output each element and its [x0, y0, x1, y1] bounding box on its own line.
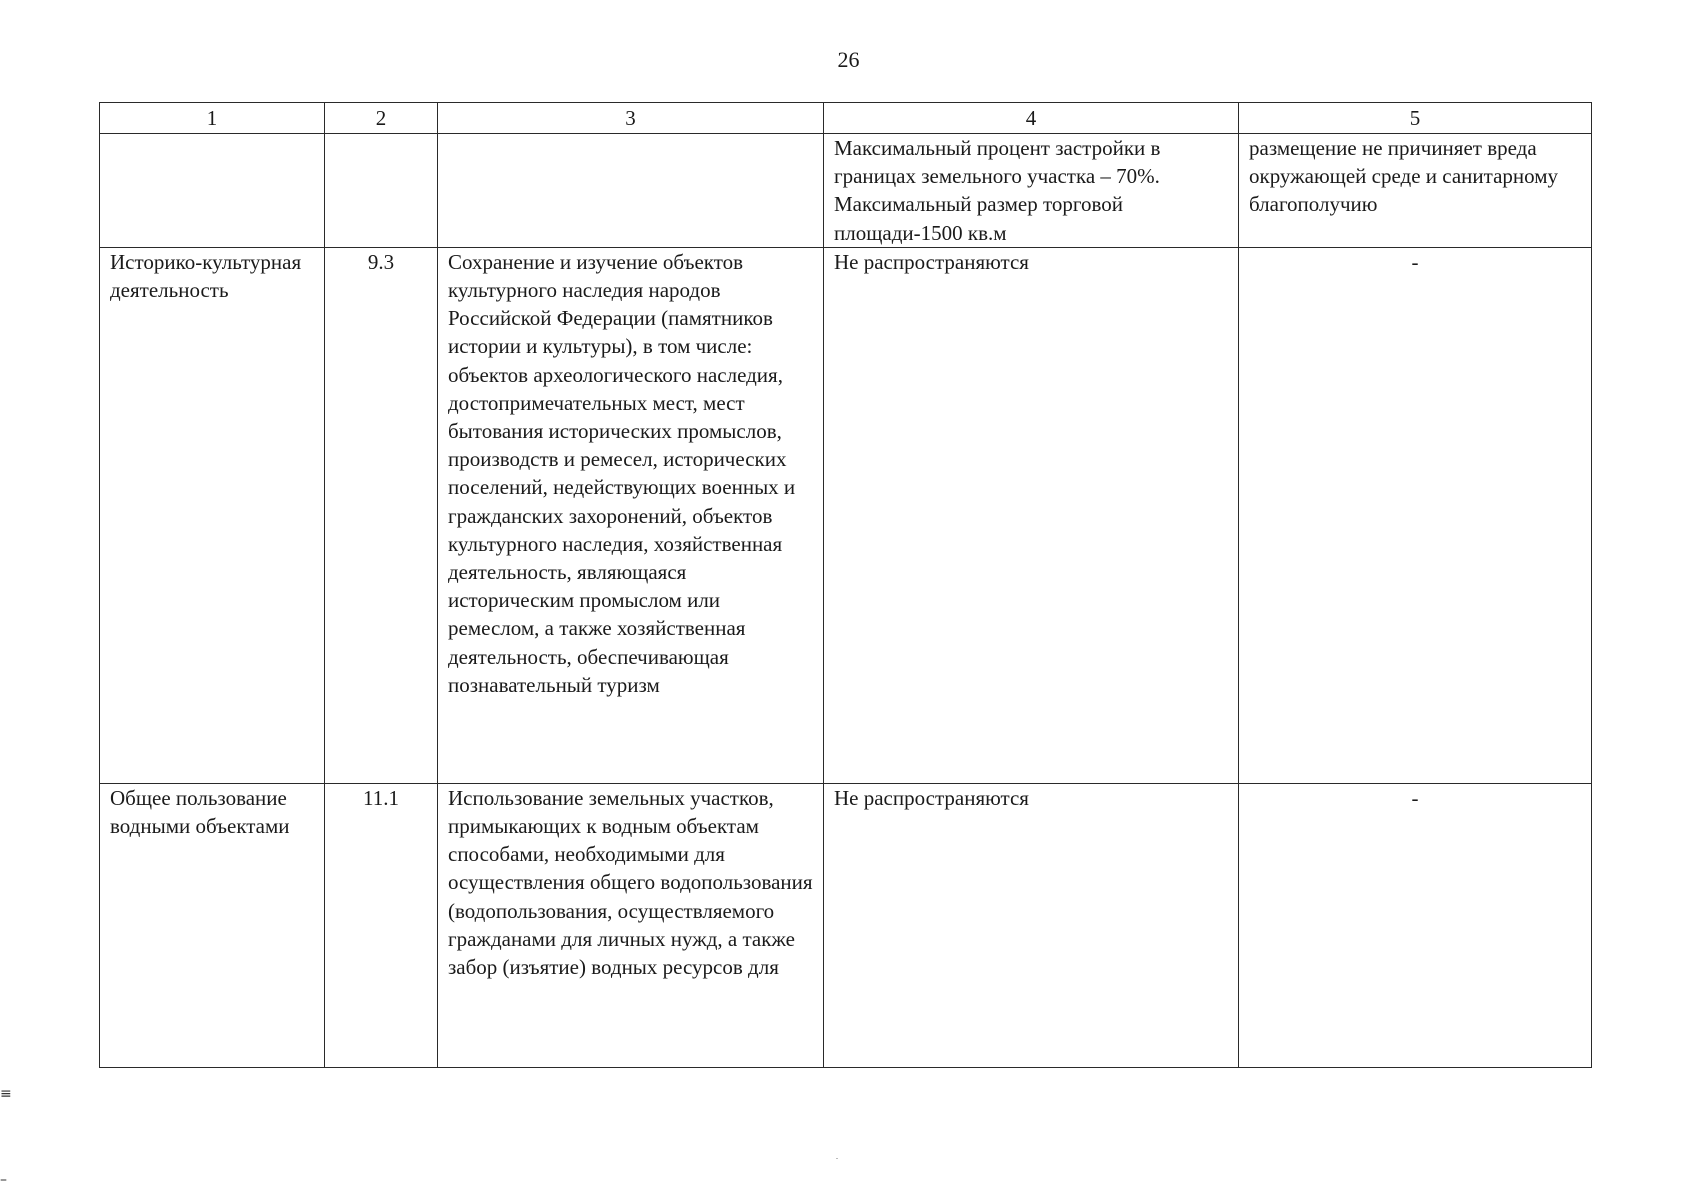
page-number: 26: [837, 47, 860, 72]
use-description-cell: Использование земельных участков, примыкающих к водным объектам способами, необходимыми для осуществления общего водопользования (водопользования, осуществляемого гражданами для личных нужд, а также забор (изъятие) водных ресурсов для: [438, 783, 824, 1067]
table-row: [100, 783, 1592, 1067]
column-header-4: 4: [824, 103, 1239, 134]
use-name-cell: Общее пользование водными объектами: [100, 783, 325, 1067]
margin-mark: –: [0, 1172, 7, 1188]
use-name-cell: Историко-культурная деятельность: [100, 247, 325, 783]
table-header-row: [100, 103, 1592, 134]
land-use-table: [99, 102, 1592, 1068]
restrictions-cell: размещение не причиняет вреда окружающей среде и санитарному благополучию: [1239, 134, 1592, 248]
parameters-cell: Не распространяются: [824, 783, 1239, 1067]
margin-mark: ≡: [0, 1086, 12, 1102]
table-row: [100, 247, 1592, 783]
parameters-cell: Не распространяются: [824, 247, 1239, 783]
use-code-cell: 11.1: [325, 783, 438, 1067]
scan-speck: [836, 1158, 838, 1159]
restrictions-cell: -: [1239, 783, 1592, 1067]
use-code-cell: [325, 134, 438, 248]
column-header-2: 2: [325, 103, 438, 134]
use-name-cell: [100, 134, 325, 248]
use-description-cell: Сохранение и изучение объектов культурного наследия народов Российской Федерации (памятников истории и культуры), в том числе: объектов археологического наследия, достопримечательных мест, мест бытования исторических промыслов, производств и ремесел, исторических поселений, недействующих военных и гражданских захоронений, объектов культурного наследия, хозяйственная деятельность, являющаяся историческим промыслом или ремеслом, а также хозяйственная деятельность, обеспечивающая познавательный туризм: [438, 247, 824, 783]
restrictions-cell: -: [1239, 247, 1592, 783]
table-row: [100, 134, 1592, 248]
column-header-3: 3: [438, 103, 824, 134]
column-header-1: 1: [100, 103, 325, 134]
use-description-cell: [438, 134, 824, 248]
parameters-cell: Максимальный процент застройки в границах земельного участка – 70%. Максимальный размер торговой площади-1500 кв.м: [824, 134, 1239, 248]
column-header-5: 5: [1239, 103, 1592, 134]
use-code-cell: 9.3: [325, 247, 438, 783]
